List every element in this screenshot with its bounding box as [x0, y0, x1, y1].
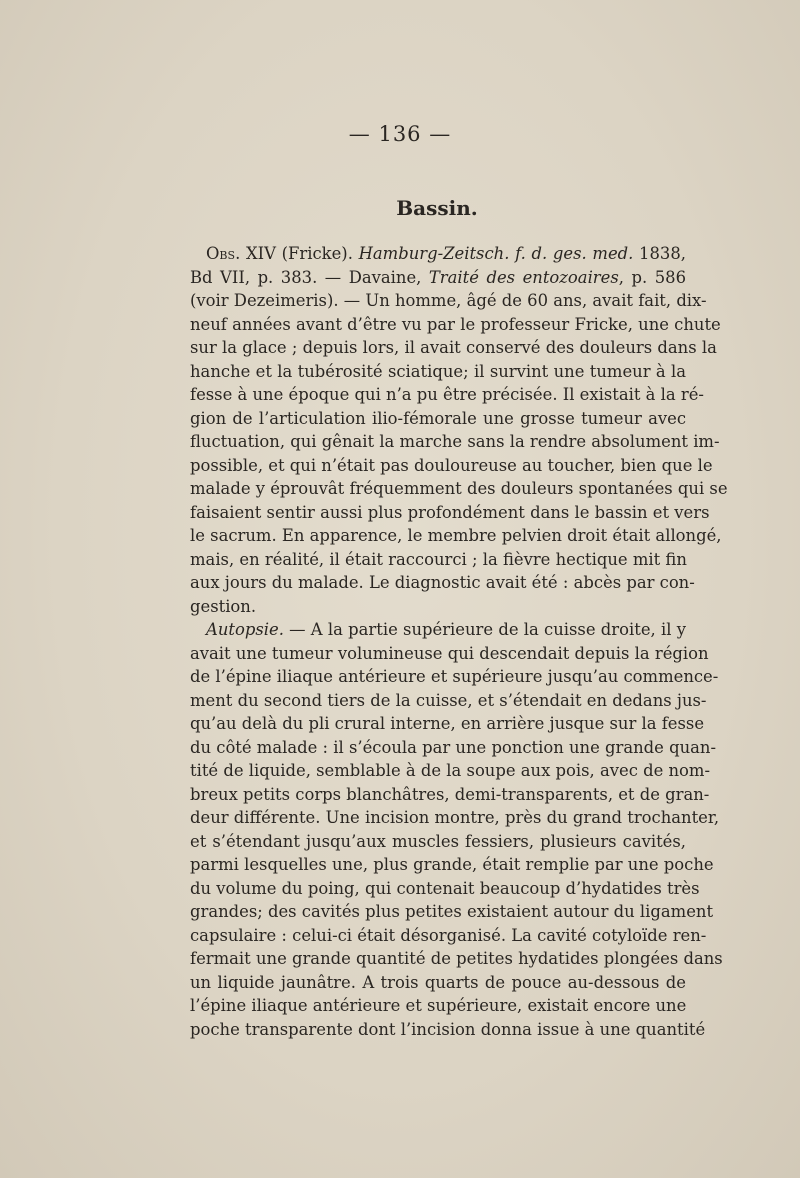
text-run: capsulaire : celui-ci était désorganisé. La cavité cotyloïde ren- — [190, 925, 707, 945]
text-line — [190, 971, 686, 995]
text-line — [190, 430, 720, 454]
text-line — [190, 900, 714, 924]
text-line — [190, 736, 716, 760]
text-line — [190, 477, 728, 501]
text-run: faisaient sentir aussi plus profondément dans le bassin et vers — [190, 502, 710, 522]
text-run: qu’au delà du pli crural interne, en arrière jusque sur la fesse — [190, 714, 705, 733]
text-line — [190, 383, 704, 407]
text-run: deur différente. Une incision montre, près du grand trochanter, — [190, 808, 720, 827]
page-body-text — [190, 242, 728, 1041]
text-run: tité de liquide, semblable à de la soupe aux pois, avec de nom- — [190, 761, 711, 780]
text-run: fermait une grande quantité de petites hydatides plongées dans — [190, 949, 723, 968]
text-line — [190, 947, 723, 971]
text-line — [190, 759, 711, 783]
text-run: fesse à une époque qui n’a pu être précisée. Il existait à la ré- — [190, 385, 704, 404]
text-run: grandes; des cavités plus petites existaient autour du ligament — [190, 902, 714, 921]
text-run: parmi lesquelles une, plus grande, était remplie par une poche — [190, 855, 714, 874]
text-line — [190, 524, 722, 548]
text-run: ment du second tiers de la cuisse, et s’étendait en dedans jus- — [190, 690, 707, 710]
text-run: l’épine iliaque antérieure et supérieure, existait encore une — [190, 996, 687, 1015]
text-line — [190, 830, 686, 854]
text-run: . XIV (Fricke). — [235, 244, 359, 263]
text-line — [190, 1018, 706, 1042]
text-run: du volume du poing, qui contenait beaucoup d’hydatides très — [190, 878, 700, 898]
text-line — [190, 571, 695, 595]
text-line — [190, 853, 714, 877]
italic-text: Hamburg-Zeitsch. f. d. ges. med. — [358, 244, 634, 263]
text-line — [190, 689, 707, 713]
text-run: gion de l’articulation ilio-fémorale une grosse tumeur avec — [190, 408, 686, 428]
text-line — [190, 407, 686, 431]
text-line — [190, 336, 717, 360]
text-run: sur la glace ; depuis lors, il avait conservé des douleurs dans la — [190, 338, 717, 357]
text-line — [190, 266, 686, 290]
text-line — [190, 712, 705, 736]
text-run: hanche et la tubérosité sciatique; il survint une tumeur à la — [190, 361, 686, 381]
text-line — [190, 877, 700, 901]
text-line — [190, 994, 686, 1018]
text-run: poche transparente dont l’incision donna issue à une quantité — [190, 1019, 706, 1039]
text-run: du côté malade : il s’écoula par une ponction une grande quan- — [190, 737, 716, 757]
text-line — [190, 924, 707, 948]
text-run: Bd VII, p. 383. — Davaine, — [190, 267, 429, 287]
text-run: breux petits corps blanchâtres, demi-transparents, et de gran- — [190, 784, 710, 804]
text-run: le sacrum. En apparence, le membre pelvien droit était allongé, — [190, 526, 722, 545]
text-run: avait une tumeur volumineuse qui descendait depuis la région — [190, 643, 709, 663]
text-line — [190, 665, 719, 689]
text-run: , p. 586 — [618, 267, 686, 287]
text-run: un liquide jaunâtre. A trois quarts de pouce au-dessous de — [190, 972, 686, 992]
text-run: (voir Dezeimeris). — Un homme, âgé de 60 ans, avait fait, dix- — [190, 291, 707, 310]
text-line — [190, 642, 709, 666]
text-line — [190, 454, 713, 478]
page-number: — 136 — — [348, 122, 452, 146]
text-line — [190, 289, 707, 313]
text-line — [190, 548, 686, 572]
text-run: mais, en réalité, il était raccourci ; la fièvre hectique mit fin — [190, 549, 687, 569]
text-run: aux jours du malade. Le diagnostic avait été : abcès par con- — [190, 573, 695, 592]
text-line — [190, 618, 686, 642]
text-run: 1838, — [633, 244, 686, 263]
italic-text: Traité des entozoaires — [428, 267, 619, 287]
text-run: malade y éprouvât fréquemment des douleurs spontanées qui se — [190, 479, 728, 498]
text-line — [190, 242, 686, 266]
text-run: de l’épine iliaque antérieure et supérieure jusqu’au commence- — [190, 667, 719, 686]
text-run: neuf années avant d’être vu par le professeur Fricke, une chute — [190, 314, 721, 334]
text-line — [190, 595, 686, 619]
text-line — [190, 360, 686, 384]
text-line — [190, 501, 710, 525]
text-run: et s’étendant jusqu’aux muscles fessiers, plusieurs cavités, — [190, 831, 686, 851]
italic-text: Autopsie. — [206, 620, 284, 639]
text-line — [190, 313, 721, 337]
text-run: gestion. — [190, 596, 257, 616]
text-run: Obs — [206, 244, 236, 263]
text-line — [190, 783, 710, 807]
text-run: fluctuation, qui gênait la marche sans la rendre absolument im- — [190, 432, 720, 451]
text-run: possible, et qui n’était pas douloureuse au toucher, bien que le — [190, 455, 713, 475]
section-title: Bassin. — [396, 196, 478, 220]
text-line — [190, 806, 720, 830]
text-run: — A la partie supérieure de la cuisse droite, il y — [283, 620, 686, 639]
